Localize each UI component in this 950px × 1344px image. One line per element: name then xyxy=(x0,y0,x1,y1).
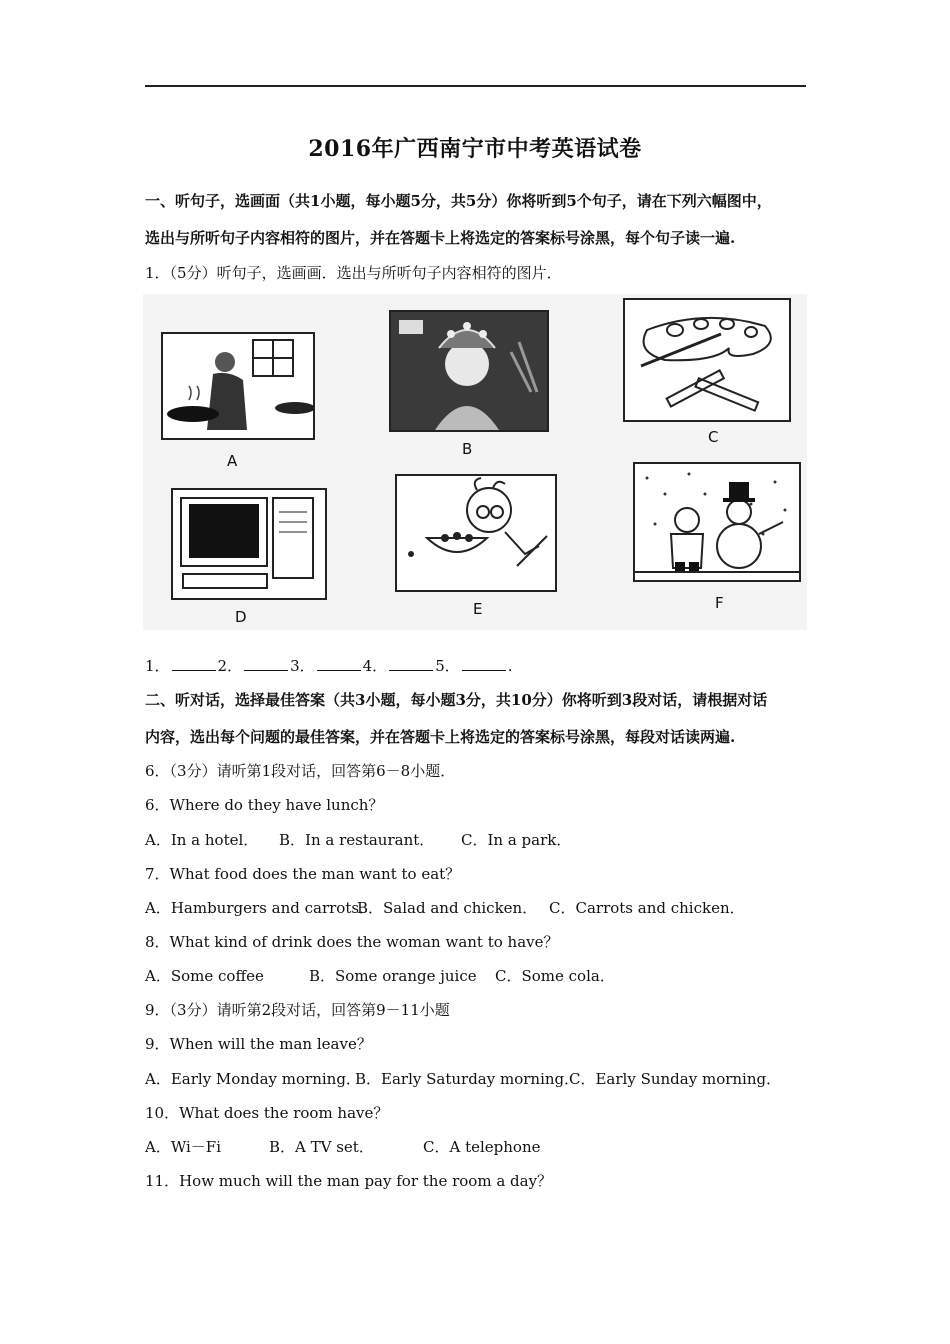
question-9-intro: 9．（3分）请听第2段对话，回答第9－11小题 xyxy=(145,1001,450,1019)
option-9b: B．Early Saturday morning． xyxy=(355,1070,580,1088)
option-7a: A．Hamburgers and carrots． xyxy=(145,899,375,917)
option-7c: C．Carrots and chicken． xyxy=(549,899,745,917)
question-9-options xyxy=(145,1068,781,1089)
section2-heading-line2: 内容，选出每个问题的最佳答案，并在答题卡上将选定的答案标号涂黑，每段对话读两遍. xyxy=(145,728,736,746)
page-title: 2016年广西南宁市中考英语试卷 xyxy=(308,136,642,162)
picture-d xyxy=(171,488,327,600)
section1-heading-line2: 选出与所听句子内容相符的图片，并在答题卡上将选定的答案标号涂黑，每个句子读一遍. xyxy=(145,229,736,247)
opera-performer-icon xyxy=(391,312,547,430)
question-8-options xyxy=(145,965,615,986)
picture-label-f: F xyxy=(715,594,724,612)
option-6b: B．In a restaurant． xyxy=(279,831,435,849)
child-eating-icon xyxy=(397,476,555,590)
question-7-options xyxy=(145,897,745,918)
answer-blank-3 xyxy=(317,656,361,671)
picture-a xyxy=(161,332,315,440)
option-10c: C．A telephone xyxy=(423,1138,541,1156)
answer-blank-5 xyxy=(462,656,506,671)
question-7: 7．What food does the man want to eat？ xyxy=(145,865,461,883)
blank-end: . xyxy=(507,657,513,675)
blank-label-4: 4． xyxy=(362,657,388,675)
picture-e xyxy=(395,474,557,592)
question-1: 1．（5分）听句子，选画画．选出与所听句子内容相符的图片． xyxy=(145,264,562,282)
picture-label-a: A xyxy=(227,452,238,470)
option-8a: A．Some coffee xyxy=(145,967,264,985)
question-8: 8．What kind of drink does the woman want to have？ xyxy=(145,933,559,951)
picture-label-b: B xyxy=(462,440,473,458)
picture-label-e: E xyxy=(473,600,483,618)
option-10b: B．A TV set． xyxy=(269,1138,374,1156)
question-6: 6．Where do they have lunch？ xyxy=(145,796,384,814)
option-9c: C．Early Sunday morning． xyxy=(569,1070,782,1088)
answer-blanks-row xyxy=(145,655,513,676)
palette-and-crayons-icon xyxy=(625,300,789,420)
answer-blank-2 xyxy=(244,656,288,671)
question-9: 9．When will the man leave？ xyxy=(145,1035,372,1053)
blank-label-3: 3． xyxy=(290,657,315,675)
picture-label-c: C xyxy=(708,428,719,446)
question-6-options xyxy=(145,829,571,850)
blank-label-1: 1． xyxy=(145,657,170,675)
section1-heading-line1: 一、听句子，选画面（共1小题，每小题5分，共5分）你将听到5个句子，请在下列六幅图中， xyxy=(145,192,772,210)
question-10: 10．What does the room have？ xyxy=(145,1104,389,1122)
option-6c: C．In a park． xyxy=(461,831,572,849)
picture-f xyxy=(633,462,801,582)
picture-b xyxy=(389,310,549,432)
picture-grid xyxy=(143,294,807,630)
option-8b: B．Some orange juice xyxy=(309,967,477,985)
snowman-icon xyxy=(635,464,799,580)
section2-heading-line1: 二、听对话，选择最佳答案（共3小题，每小题3分，共10分）你将听到3段对话，请根据对话 xyxy=(145,691,768,709)
question-11: 11．How much will the man pay for the room a day？ xyxy=(145,1172,553,1190)
picture-label-d: D xyxy=(235,608,247,626)
option-7b: B．Salad and chicken． xyxy=(357,899,538,917)
option-9a: A．Early Monday morning． xyxy=(145,1070,361,1088)
answer-blank-1 xyxy=(172,656,216,671)
cooking-woman-icon xyxy=(163,334,313,438)
blank-label-2: 2． xyxy=(217,657,243,675)
picture-c xyxy=(623,298,791,422)
answer-blank-4 xyxy=(389,656,433,671)
blank-label-5: 5． xyxy=(435,657,460,675)
computer-icon xyxy=(173,490,325,598)
top-rule xyxy=(145,85,806,87)
option-6a: A．In a hotel． xyxy=(145,831,259,849)
option-8c: C．Some cola． xyxy=(495,967,615,985)
question-6-intro: 6．（3分）请听第1段对话，回答第6－8小题． xyxy=(145,762,456,780)
option-10a: A．Wi－Fi xyxy=(145,1138,221,1156)
question-10-options xyxy=(145,1136,541,1157)
